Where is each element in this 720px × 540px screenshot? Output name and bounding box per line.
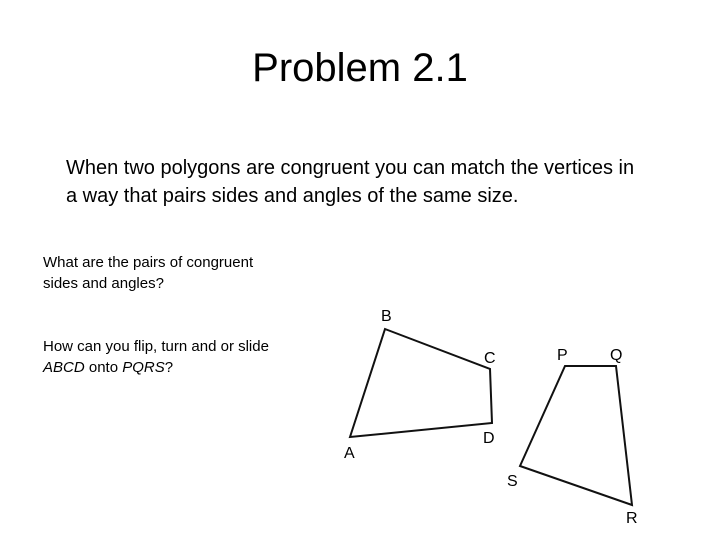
vertex-label-r: R <box>626 510 638 527</box>
slide-title: Problem 2.1 <box>252 46 468 90</box>
vertex-label-c: C <box>484 350 496 367</box>
quadrilateral-abcd-outline <box>350 329 492 437</box>
vertex-label-b: B <box>381 308 392 325</box>
question-text-start: How can you flip, turn and or slide <box>43 338 269 355</box>
intro-paragraph: When two polygons are congruent you can match the vertices in a way that pairs sides and angles of the same size. <box>66 157 635 207</box>
question-congruent-pairs: What are the pairs of congruent sides and angles? <box>43 254 254 292</box>
quadrilateral-abcd <box>344 308 496 462</box>
question-text-middle: onto <box>84 359 123 376</box>
vertex-label-a: A <box>344 445 355 462</box>
quad-name-abcd: ABCD <box>43 359 85 376</box>
quad-name-pqrs: PQRS <box>122 359 165 376</box>
vertex-label-p: P <box>557 347 568 364</box>
quadrilateral-pqrs <box>507 347 638 527</box>
quadrilateral-pqrs-outline <box>520 366 632 505</box>
question-text-end: ? <box>164 359 174 376</box>
vertex-label-q: Q <box>610 347 623 364</box>
vertex-label-d: D <box>483 430 495 447</box>
vertex-label-s: S <box>507 473 518 490</box>
